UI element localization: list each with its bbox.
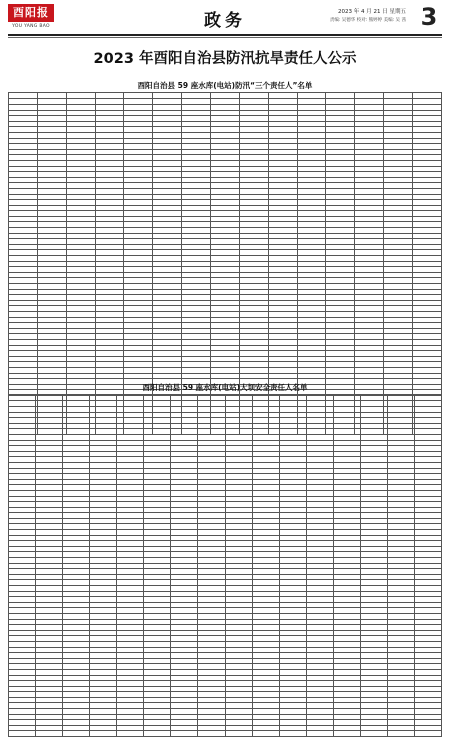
- table-cell: [387, 731, 414, 737]
- table1-title: 酉阳自治县 59 座水库(电站)防汛“三个责任人”名单: [137, 81, 313, 90]
- logo-subtext: YOU YANG BAO: [12, 24, 50, 29]
- table-cell: [117, 731, 144, 737]
- dam-safety-table: [8, 394, 442, 737]
- table-cell: [198, 731, 225, 737]
- table-cell: [225, 731, 252, 737]
- table-cell: [414, 731, 441, 737]
- table2-title: 酉阳自治县 59 座水库(电站)大坝安全责任人名单: [142, 383, 308, 392]
- editors-line: 责编: 吴德华 校对: 熊婷婷 美编: 吴 茜: [329, 18, 406, 23]
- table-cell: [279, 731, 306, 737]
- section-title: 政务: [204, 11, 246, 31]
- table-cell: [171, 731, 198, 737]
- issue-date: 2023 年 4 月 21 日 星期五: [338, 9, 406, 15]
- table-cell: [36, 731, 63, 737]
- table-cell: [9, 731, 36, 737]
- logo-text: 酉阳报: [8, 4, 54, 22]
- table-cell: [360, 731, 387, 737]
- table-cell: [144, 731, 171, 737]
- table-cell: [333, 731, 360, 737]
- table-cell: [90, 731, 117, 737]
- page-number: 3: [420, 3, 438, 31]
- header-rule: [8, 34, 442, 36]
- masthead: [0, 0, 450, 38]
- header-rule-thin: [8, 37, 442, 38]
- table-cell: [63, 731, 90, 737]
- page-headline: 2023 年酉阳自治县防汛抗旱责任人公示: [93, 51, 357, 67]
- table-cell: [306, 731, 333, 737]
- table-cell: [252, 731, 279, 737]
- table-row: [9, 731, 442, 737]
